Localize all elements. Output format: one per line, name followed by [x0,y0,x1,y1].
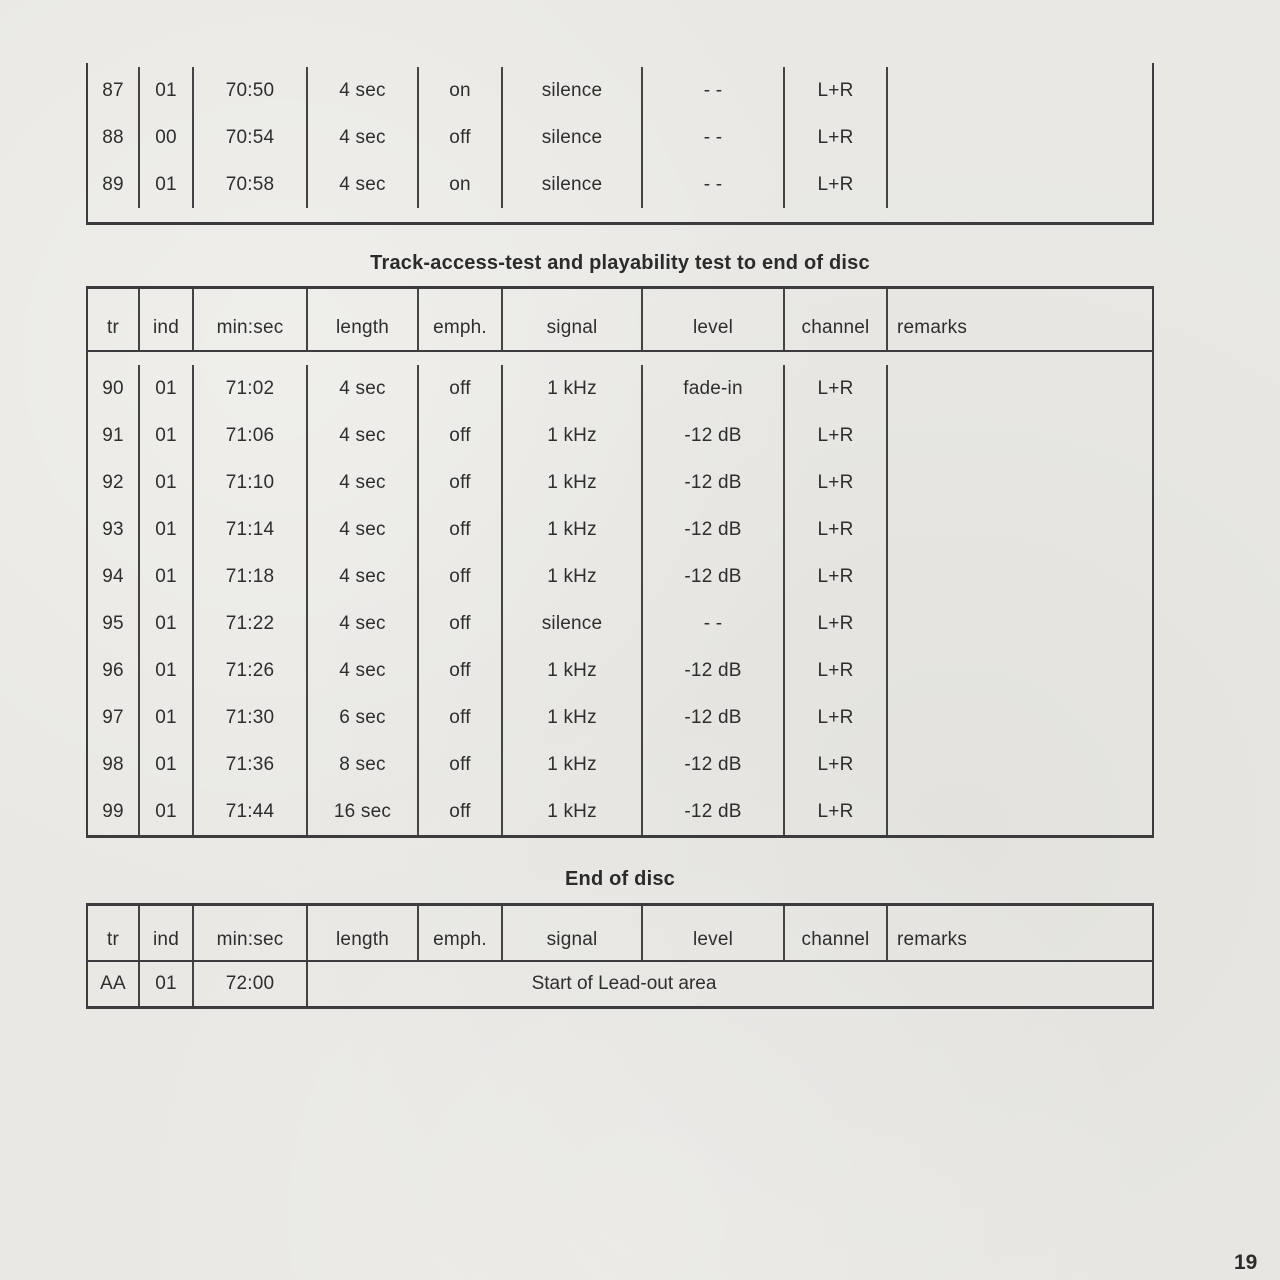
column-header-remarks: remarks [897,929,968,950]
table-cell [888,553,1152,600]
table-cell: L+R [785,553,888,600]
column-header-length: length [308,906,419,960]
table-cell: 1 kHz [503,553,643,600]
table-cell: 1 kHz [503,788,643,835]
table-cell: off [419,741,503,788]
table-cell: off [419,647,503,694]
table-cell: -12 dB [643,459,785,506]
table-cell: L+R [785,365,888,412]
table-cell: 4 sec [308,365,419,412]
column-header-minsec: min:sec [194,906,308,960]
end-of-disc-title: End of disc [565,868,675,890]
table-cell: L+R [785,647,888,694]
table-cell: off [419,459,503,506]
table-cell: - - [643,114,785,161]
table-cell: 71:30 [194,694,308,741]
table-cell: 71:06 [194,412,308,459]
table-cell: L+R [785,412,888,459]
table-cell [888,788,1152,835]
column-header-tr: tr [88,289,140,350]
table-cell: 4 sec [308,67,419,114]
table-cell: 00 [140,114,194,161]
table-cell: 1 kHz [503,365,643,412]
table-row [88,741,1152,788]
table-cell: 01 [140,741,194,788]
table-cell: 71:10 [194,459,308,506]
table-cell: L+R [785,459,888,506]
page-number: 19 [1234,1251,1258,1274]
track-access-title: Track-access-test and playability test to end of disc [370,252,870,274]
table-cell: 70:58 [194,161,308,208]
table-row [88,459,1152,506]
table-cell: off [419,412,503,459]
table-cell [888,694,1152,741]
table-cell: silence [503,114,643,161]
table-row [88,694,1152,741]
track-access-table-header [88,289,1152,352]
table-cell: -12 dB [643,412,785,459]
column-header-ind: ind [140,906,194,960]
table-cell: fade-in [643,365,785,412]
table-row [88,788,1152,835]
table-cell: 91 [88,412,140,459]
table-cell: 01 [140,553,194,600]
column-header-length: length [308,289,419,350]
table-cell: 71:36 [194,741,308,788]
table-row [88,161,1152,208]
table-cell: -12 dB [643,506,785,553]
table-cell: off [419,506,503,553]
table-cell: off [419,365,503,412]
column-header-ind: ind [140,289,194,350]
table-cell: -12 dB [643,741,785,788]
column-header-minsec: min:sec [194,289,308,350]
table-cell: 94 [88,553,140,600]
table-cell: L+R [785,788,888,835]
table-row [88,365,1152,412]
table-cell: -12 dB [643,788,785,835]
table-cell: 01 [140,161,194,208]
table-cell: 70:54 [194,114,308,161]
table-cell: - - [643,161,785,208]
table-cell: 01 [140,412,194,459]
table-cell: 01 [140,67,194,114]
table-cell: 90 [88,365,140,412]
table-cell: L+R [785,741,888,788]
table-cell: 1 kHz [503,741,643,788]
table-cell: 4 sec [308,506,419,553]
table-row [88,506,1152,553]
table-cell [888,600,1152,647]
table-cell: silence [503,161,643,208]
track-access-table-body [88,352,1152,835]
table-cell: off [419,694,503,741]
continuation-table-body [88,63,1152,208]
end-of-disc-table [86,903,1154,1009]
table-cell [888,412,1152,459]
table-cell: 96 [88,647,140,694]
track-access-table [86,286,1154,838]
continuation-table [86,63,1154,225]
table-cell: 01 [140,647,194,694]
table-cell: 4 sec [308,553,419,600]
table-cell: 71:02 [194,365,308,412]
table-cell: 71:22 [194,600,308,647]
table-cell: -12 dB [643,553,785,600]
table-cell: L+R [785,67,888,114]
end-of-disc-table-header [88,906,1152,962]
table-cell [888,161,1152,208]
table-cell: 01 [140,459,194,506]
table-cell: 1 kHz [503,647,643,694]
cell-ind: 01 [140,962,194,1006]
table-cell: 01 [140,788,194,835]
table-row [88,553,1152,600]
cell-tr: AA [88,962,140,1006]
table-cell: off [419,114,503,161]
table-cell [888,114,1152,161]
column-header-remarks: remarks [897,317,968,338]
table-cell: 1 kHz [503,506,643,553]
table-cell: 4 sec [308,600,419,647]
table-cell: 4 sec [308,161,419,208]
table-cell: 71:18 [194,553,308,600]
table-cell: 4 sec [308,647,419,694]
table-cell: 71:26 [194,647,308,694]
table-cell [888,741,1152,788]
table-cell: L+R [785,694,888,741]
cell-min-sec: 72:00 [194,962,308,1006]
table-cell: 97 [88,694,140,741]
table-cell: on [419,67,503,114]
table-cell: 71:44 [194,788,308,835]
table-cell: 99 [88,788,140,835]
column-header-signal: signal [503,906,643,960]
table-cell: silence [503,600,643,647]
table-cell: 01 [140,506,194,553]
table-cell: 1 kHz [503,694,643,741]
column-header-signal: signal [503,289,643,350]
table-cell: -12 dB [643,647,785,694]
table-cell: 71:14 [194,506,308,553]
table-cell [888,506,1152,553]
table-cell: silence [503,67,643,114]
table-cell: 4 sec [308,412,419,459]
column-header-emph: emph. [419,906,503,960]
table-cell: on [419,161,503,208]
table-cell: L+R [785,506,888,553]
table-cell: 92 [88,459,140,506]
table-cell: 87 [88,67,140,114]
table-cell: 1 kHz [503,459,643,506]
table-cell: 6 sec [308,694,419,741]
table-cell: 98 [88,741,140,788]
table-cell: 8 sec [308,741,419,788]
column-header-emph: emph. [419,289,503,350]
table-cell: 01 [140,365,194,412]
table-cell: - - [643,600,785,647]
table-cell: L+R [785,114,888,161]
table-cell: 4 sec [308,459,419,506]
table-row [88,600,1152,647]
column-header-channel: channel [785,906,888,960]
end-of-disc-table-row [88,962,1152,1006]
table-cell: 89 [88,161,140,208]
table-cell [888,365,1152,412]
table-cell: off [419,553,503,600]
table-cell: 88 [88,114,140,161]
column-header-level: level [643,906,785,960]
column-header-level: level [643,289,785,350]
table-cell: -12 dB [643,694,785,741]
table-cell: 16 sec [308,788,419,835]
table-row [88,67,1152,114]
table-cell: 1 kHz [503,412,643,459]
table-cell: off [419,600,503,647]
table-cell: off [419,788,503,835]
column-header-channel: channel [785,289,888,350]
table-cell: 93 [88,506,140,553]
table-cell [888,647,1152,694]
table-cell: 70:50 [194,67,308,114]
table-cell: L+R [785,161,888,208]
lead-out-merged-cell: Start of Lead-out area [531,973,717,994]
table-cell: L+R [785,600,888,647]
table-cell: 95 [88,600,140,647]
table-cell: - - [643,67,785,114]
column-header-tr: tr [88,906,140,960]
table-row [88,647,1152,694]
table-cell: 01 [140,694,194,741]
table-cell [888,459,1152,506]
table-row [88,412,1152,459]
table-cell: 4 sec [308,114,419,161]
table-cell: 01 [140,600,194,647]
table-row [88,114,1152,161]
table-cell [888,67,1152,114]
